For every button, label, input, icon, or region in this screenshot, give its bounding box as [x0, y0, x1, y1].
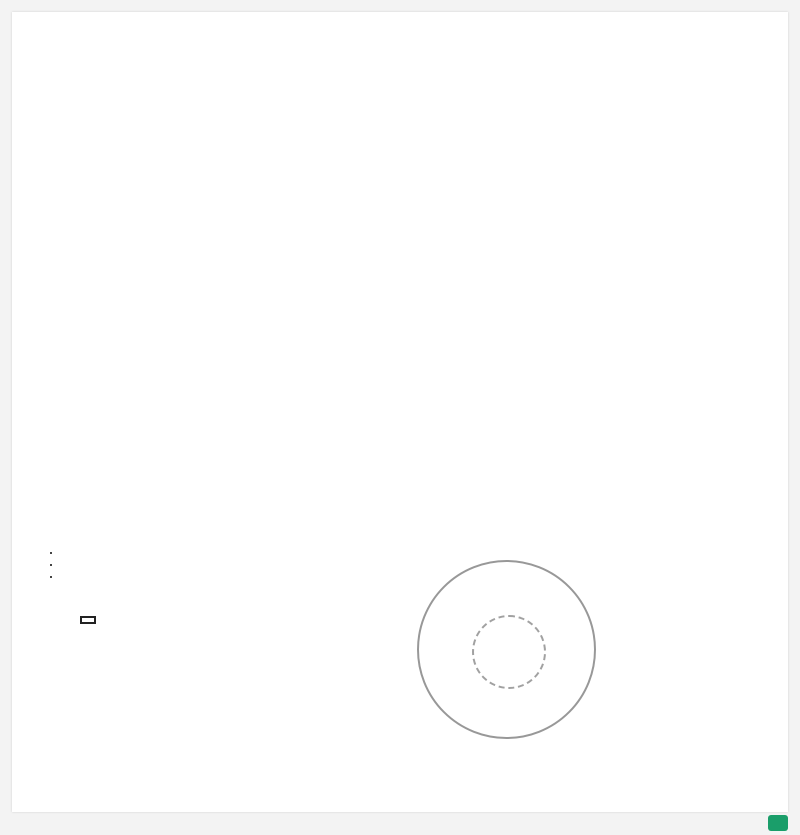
camscanner-logo-icon — [768, 815, 788, 831]
court-seal — [417, 560, 596, 739]
verification-stamp — [80, 616, 96, 624]
scanner-watermark — [768, 815, 792, 831]
margin-marks — [50, 552, 53, 592]
seal-emblem-icon — [472, 615, 546, 689]
document-page — [12, 12, 788, 812]
